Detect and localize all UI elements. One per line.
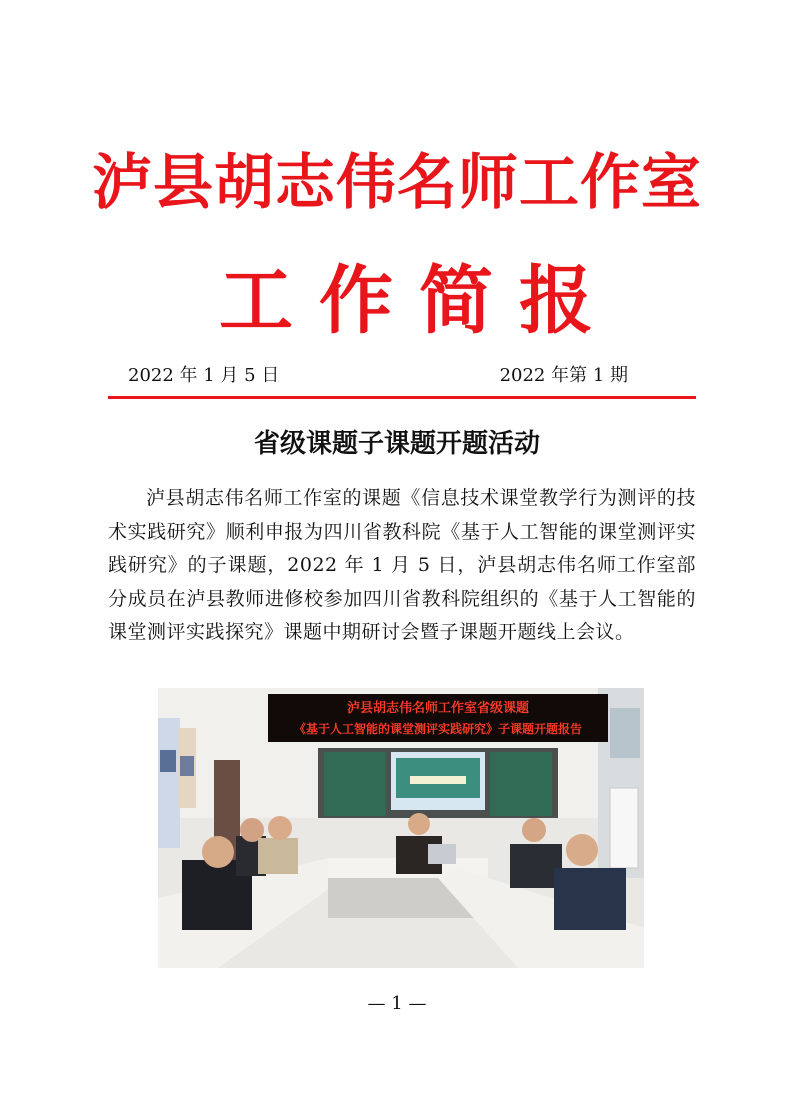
red-divider	[108, 396, 696, 399]
masthead-subtitle: 工作简报	[219, 258, 619, 344]
article-headline: 省级课题子课题开题活动	[253, 429, 540, 459]
banner-screen	[268, 694, 608, 742]
banner-line1: 泸县胡志伟名师工作室省级课题	[346, 701, 530, 716]
meeting-photo	[158, 688, 644, 968]
masthead-title: 泸县胡志伟名师工作室	[92, 148, 702, 218]
article-body: 泸县胡志伟名师工作室的课题《信息技术课堂教学行为测评的技术实践研究》顺利申报为四川省教科院《基于人工智能的课堂测评实践研究》的子课题，2022 年 1 月 5 日，泸县胡志伟名师工作室部分成员在泸县教师进修校参加四川省教科院组织的《基于人工智能的课堂测评实践探究》课题中期研讨会暨子课题开题线上会议。	[108, 487, 696, 643]
issue-number: 2022 年第 1 期	[499, 365, 628, 386]
page-number: — 1 —	[367, 993, 427, 1014]
issue-info	[128, 362, 628, 390]
banner-line2: 《基于人工智能的课堂测评实践研究》子课题开题报告	[293, 722, 583, 736]
issue-date: 2022 年 1 月 5 日	[128, 365, 280, 386]
